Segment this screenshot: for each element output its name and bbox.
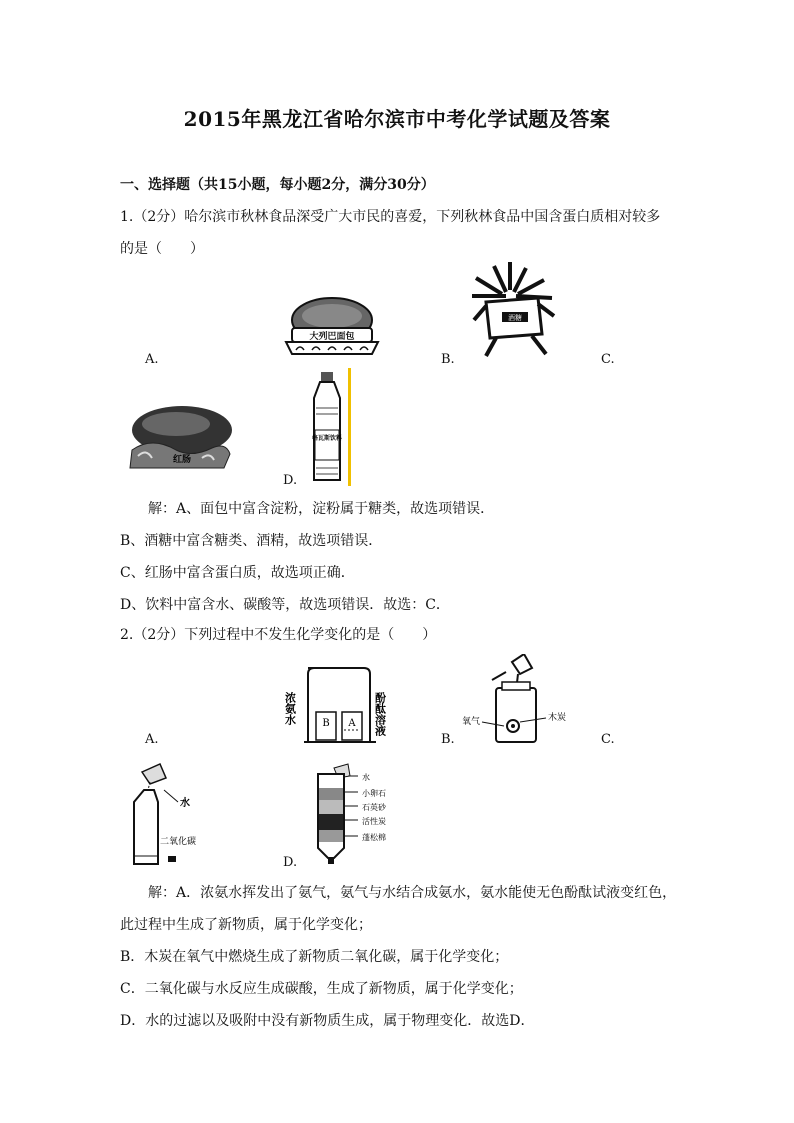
filter-label-sand: 石英砂 — [362, 803, 386, 812]
q2-option-b-label: B. — [441, 732, 455, 747]
q1-option-c-label: C. — [601, 352, 615, 367]
co2-bottle-image — [124, 760, 224, 870]
water-filter-image — [304, 762, 404, 868]
q2-answer-line4: C．二氧化碳与水反应生成碳酸，生成了新物质，属于化学变化； — [120, 981, 523, 997]
q2-answer-line1: 解：A．浓氨水挥发出了氨气，氨气与水结合成氨水，氨水能使无色酚酞试液变红色， — [148, 885, 677, 901]
q2-answer-line3: B．木炭在氧气中燃烧生成了新物质二氧化碳，属于化学变化； — [120, 949, 509, 965]
section-heading: 一、选择题（共15小题，每小题2分，满分30分） — [120, 177, 435, 193]
filter-label-pebble: 小卵石 — [362, 789, 386, 798]
q2-answer-line5: D．水的过滤以及吸附中没有新物质生成，属于物理变化．故选D． — [120, 1013, 535, 1029]
q1-answer-line1: 解：A、面包中富含淀粉，淀粉属于糖类，故选项错误． — [148, 501, 495, 517]
bottle-drink-image — [300, 368, 360, 486]
filter-label-water: 水 — [362, 773, 370, 782]
candy-mascot-image — [466, 262, 562, 362]
filter-label-carbon: 活性炭 — [362, 817, 386, 826]
q1-option-b-label: B. — [441, 352, 455, 367]
charcoal-oxygen-image — [462, 654, 574, 746]
filter-label-cotton: 蓬松棉 — [362, 833, 386, 842]
water-label: 水 — [180, 798, 190, 809]
q1-answer-line2: B、酒糖中富含糖类、酒精，故选项错误． — [120, 533, 383, 549]
phenolphthalein-label: 酚酞溶液 — [373, 692, 387, 736]
ammonia-experiment-image — [284, 662, 394, 746]
q1-answer-line4: D、饮料中富含水、碳酸等，故选项错误．故选：C． — [120, 597, 450, 613]
candy-label: 酒糖 — [508, 314, 522, 322]
q2-option-a-label: A. — [145, 732, 159, 747]
beaker-b-label: B — [322, 718, 330, 729]
yellow-bar — [348, 368, 351, 486]
q2-option-d-label: D. — [283, 855, 298, 870]
charcoal-label: 木炭 — [548, 713, 567, 723]
bread-image — [282, 290, 382, 362]
bread-label: 大列巴面包 — [309, 332, 355, 342]
ammonia-label: 浓氨水 — [284, 692, 297, 725]
oxygen-label: 氧气 — [462, 717, 481, 727]
sausage-label: 红肠 — [172, 455, 192, 465]
q2-option-c-label: C. — [601, 732, 615, 747]
q1-stem-line1: 1.（2分）哈尔滨市秋林食品深受广大市民的喜爱，下列秋林食品中国含蛋白质相对较多 — [120, 209, 661, 225]
q1-stem-line2: 的是（ ） — [120, 241, 204, 257]
q1-option-d-label: D. — [283, 473, 298, 488]
q1-answer-line3: C、红肠中富含蛋白质，故选项正确． — [120, 565, 355, 581]
q2-stem: 2.（2分）下列过程中不发生化学变化的是（ ） — [120, 627, 437, 643]
co2-label: 二氧化碳 — [160, 837, 197, 847]
q2-answer-line2: 此过程中生成了新物质，属于化学变化； — [120, 917, 372, 933]
q1-option-a-label: A. — [145, 352, 159, 367]
page-title: 2015年黑龙江省哈尔滨市中考化学试题及答案 — [183, 107, 611, 131]
bottle-label: 格瓦斯饮料 — [311, 435, 343, 442]
beaker-a-label: A — [348, 718, 356, 729]
sausage-image — [124, 398, 234, 476]
